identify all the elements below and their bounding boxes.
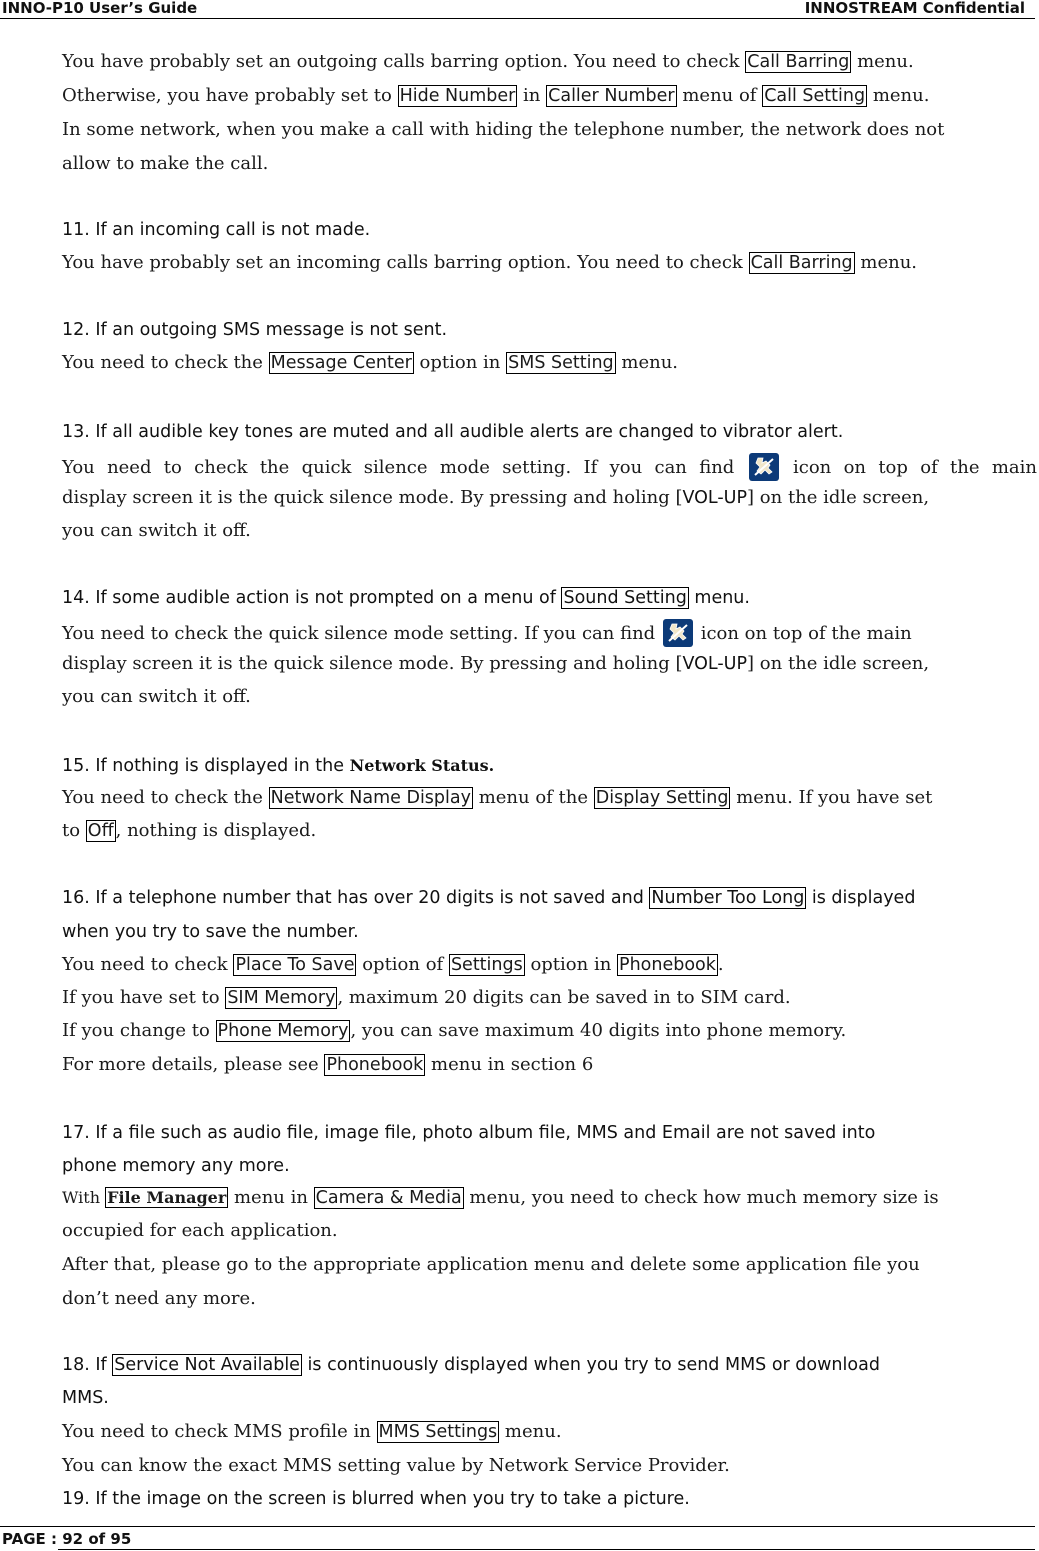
- section-14-line2: display screen it is the quick silence mode. By pressing and holing [VOL-UP] on the idle screen,: [62, 653, 930, 674]
- section-16-title: 16. If a telephone number that has over 20 digits is not saved and Number Too Long is displayed: [62, 888, 916, 908]
- section-11-title: 11. If an incoming call is not made.: [62, 220, 371, 240]
- section-12-title: 12. If an outgoing SMS message is not sent.: [62, 320, 448, 340]
- section-18-line2: You can know the exact MMS setting value by Network Service Provider.: [62, 1455, 730, 1476]
- header-title: INNO-P10 User’s Guide: [2, 0, 198, 17]
- section-15-line1: You need to check the Network Name Display menu of the Display Setting menu. If you have set: [62, 787, 933, 808]
- p10-line3: In some network, when you make a call with hiding the telephone number, the network does not: [62, 119, 945, 140]
- number-too-long-message: Number Too Long: [651, 888, 805, 908]
- section-17-line4: don’t need any more.: [62, 1288, 256, 1309]
- section-14-line3: you can switch it off.: [62, 686, 251, 707]
- section-16-line2: If you have set to SIM Memory , maximum 20 digits can be saved in to SIM card.: [62, 987, 791, 1008]
- header-confidential: INNOSTREAM Confidential: [804, 0, 1025, 17]
- call-barring-menu: Call Barring: [750, 253, 853, 273]
- camera-media-menu: Camera & Media: [315, 1188, 462, 1208]
- section-17-line3: After that, please go to the appropriate application menu and delete some application file you: [62, 1254, 920, 1275]
- section-14-title: 14. If some audible action is not prompted on a menu of Sound Setting menu.: [62, 588, 750, 608]
- section-18-line1: You need to check MMS profile in MMS Settings menu.: [62, 1421, 562, 1442]
- message-center-option: Message Center: [270, 353, 412, 373]
- sound-setting-menu: Sound Setting: [563, 588, 687, 608]
- mms-settings-menu: MMS Settings: [378, 1422, 498, 1442]
- p10-line1: You have probably set an outgoing calls barring option. You need to check Call Barring menu.: [62, 51, 914, 72]
- section-12-body: You need to check the Message Center option in SMS Setting menu.: [62, 352, 679, 373]
- place-to-save-option: Place To Save: [235, 955, 355, 975]
- section-17-line1: With File Manager menu in Camera & Media menu, you need to check how much memory size is: [62, 1187, 939, 1208]
- sms-setting-menu: SMS Setting: [508, 353, 614, 373]
- section-13-line2: display screen it is the quick silence mode. By pressing and holing [VOL-UP] on the idle screen,: [62, 487, 930, 508]
- p10-line2: Otherwise, you have probably set to Hide Number in Caller Number menu of Call Setting menu.: [62, 85, 930, 106]
- section-17-line2: occupied for each application.: [62, 1220, 338, 1241]
- section-16-title-cont: when you try to save the number.: [62, 922, 359, 942]
- caller-number-menu: Caller Number: [548, 86, 675, 106]
- page-header: [0, 0, 1035, 19]
- call-setting-menu: Call Setting: [764, 86, 866, 106]
- section-18-title: 18. If Service Not Available is continuously displayed when you try to send MMS or download: [62, 1355, 880, 1375]
- section-15-title: 15. If nothing is displayed in the Network Status.: [62, 756, 495, 776]
- call-barring-menu: Call Barring: [747, 52, 850, 72]
- network-status-label: Network Status.: [349, 756, 495, 775]
- p10-line4: allow to make the call.: [62, 153, 269, 174]
- phonebook-menu: Phonebook: [326, 1055, 424, 1075]
- network-name-display-menu: Network Name Display: [270, 788, 471, 808]
- file-manager-menu: File Manager: [107, 1188, 227, 1207]
- hide-number-menu: Hide Number: [399, 86, 516, 106]
- display-setting-menu: Display Setting: [595, 788, 729, 808]
- phone-memory-option: Phone Memory: [217, 1021, 349, 1041]
- section-16-line4: For more details, please see Phonebook menu in section 6: [62, 1054, 594, 1075]
- quick-silence-icon: [749, 453, 779, 481]
- vol-up-key: VOL-UP: [682, 488, 748, 508]
- page-number: PAGE : 92 of 95: [2, 1530, 132, 1548]
- settings-option: Settings: [450, 955, 523, 975]
- footer-rule: [58, 1549, 1035, 1550]
- quick-silence-icon: [663, 619, 693, 647]
- section-18-title-cont: MMS.: [62, 1388, 109, 1408]
- phonebook-menu: Phonebook: [619, 955, 716, 975]
- section-17-title-cont: phone memory any more.: [62, 1156, 290, 1176]
- section-11-body: You have probably set an incoming calls barring option. You need to check Call Barring menu.: [62, 252, 918, 273]
- page-footer: [0, 1526, 1035, 1551]
- section-16-line1: You need to check Place To Save option of Settings option in Phonebook .: [62, 954, 724, 975]
- vol-up-key: VOL-UP: [682, 654, 748, 674]
- section-17-title: 17. If a file such as audio file, image file, photo album file, MMS and Email are not saved into: [62, 1123, 876, 1143]
- section-14-line1: You need to check the quick silence mode setting. If you can find icon on top of the main: [62, 619, 912, 643]
- section-16-line3: If you change to Phone Memory , you can save maximum 40 digits into phone memory.: [62, 1020, 847, 1041]
- service-not-available-message: Service Not Available: [114, 1355, 300, 1375]
- section-15-line2: to Off , nothing is displayed.: [62, 820, 317, 841]
- off-option: Off: [87, 821, 114, 841]
- section-13-line1: You need to check the quick silence mode setting. If you can find icon on top of the main: [62, 453, 1037, 477]
- sim-memory-option: SIM Memory: [227, 988, 336, 1008]
- section-13-line3: you can switch it off.: [62, 520, 251, 541]
- section-13-title: 13. If all audible key tones are muted and all audible alerts are changed to vibrator alert.: [62, 422, 844, 442]
- section-19-title: 19. If the image on the screen is blurred when you try to take a picture.: [62, 1489, 690, 1509]
